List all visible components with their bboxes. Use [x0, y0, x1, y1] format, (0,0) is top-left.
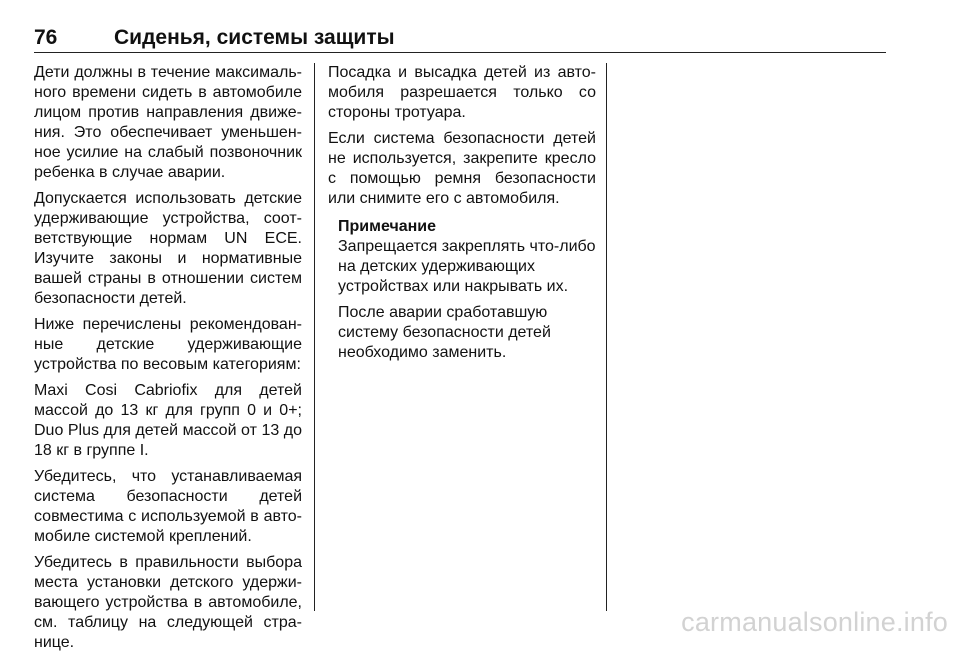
section-title: Сиденья, системы защиты	[114, 26, 395, 49]
page-number: 76	[34, 26, 58, 49]
paragraph-compatibility: Убедитесь, что устанавливаемая система безопасности детей совместима с используемой в автомобиле системой креплений.	[34, 468, 302, 545]
left-column	[34, 63, 302, 659]
paragraph-un-ece: Допускается использовать детские удерживающие устройства, соответствующие нормам UN ECE. Изучите законы и нормативные вашей страны в отношении систем безопасности детей.	[34, 190, 302, 307]
note-paragraph-covering: Запрещается закреплять что-либо на детских удерживающих устройствах или накрывать их.	[338, 238, 596, 295]
paragraph-unused-seat: Если система безопасности детей не используется, закрепите кресло с помощью ремня безопасности или снимите его с автомобиля.	[328, 130, 596, 207]
page-header	[34, 26, 886, 53]
middle-column	[328, 63, 596, 369]
column-divider	[606, 63, 607, 611]
paragraph-rear-facing: Дети должны в течение максимального времени сидеть в автомобиле лицом против направления движения. Это обеспечивает уменьшенное усилие на слабый позвоночник ребенка в случае аварии.	[34, 64, 302, 181]
column-divider	[314, 63, 315, 611]
note-box	[338, 217, 596, 363]
note-paragraph-replacement: После аварии сработавшую систему безопасности детей необходимо заменить.	[338, 304, 551, 361]
watermark: carmanualsonline.info	[681, 607, 948, 637]
note-title: Примечание	[338, 218, 437, 235]
paragraph-seat-models: Maxi Cosi Cabriofix для детей массой до 13 кг для групп 0 и 0+; Duo Plus для детей массой от 13 до 18 кг в группе I.	[34, 382, 302, 459]
paragraph-recommended: Ниже перечислены рекомендованные детские удерживающие устройства по весовым категориям:	[34, 316, 302, 373]
paragraph-placement: Убедитесь в правильности выбора места установки детского удерживающего устройства в автомобиле, см. таблицу на следующей странице.	[34, 554, 302, 651]
paragraph-sidewalk: Посадка и высадка детей из автомобиля разрешается только со стороны тротуара.	[328, 64, 596, 121]
